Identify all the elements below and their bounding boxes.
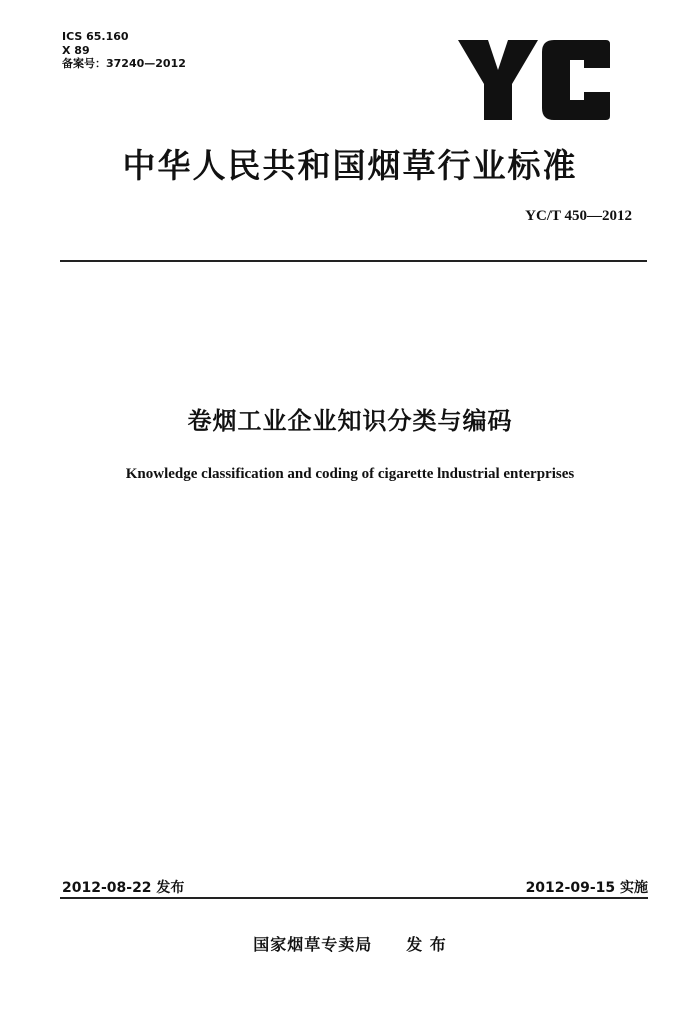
publisher-line: [0, 932, 700, 955]
standard-number: YC/T 450—2012: [525, 208, 632, 224]
yc-logo-letter-y: [458, 40, 538, 120]
record-number: 备案号：37240—2012: [62, 57, 186, 70]
publisher-name: 国家烟草专卖局: [253, 935, 373, 954]
issuing-authority-heading: 中华人民共和国烟草行业标准: [122, 146, 578, 185]
classification-block: [62, 30, 186, 71]
publisher-action: 发 布: [406, 935, 447, 954]
document-title-english: Knowledge classification and coding of cigarette lndustrial enterprises: [125, 466, 575, 482]
class-code: X 89: [62, 43, 90, 57]
document-title-chinese: 卷烟工业企业知识分类与编码: [187, 407, 513, 435]
top-divider: [60, 260, 647, 262]
ics-code: ICS 65.160: [62, 30, 129, 43]
implementation-date: 2012-09-15 实施: [525, 880, 648, 896]
issue-date: 2012-08-22 发布: [62, 880, 185, 896]
bottom-divider: [60, 897, 648, 899]
yc-logo-letter-c: [542, 40, 610, 120]
yc-logo: [458, 40, 610, 120]
